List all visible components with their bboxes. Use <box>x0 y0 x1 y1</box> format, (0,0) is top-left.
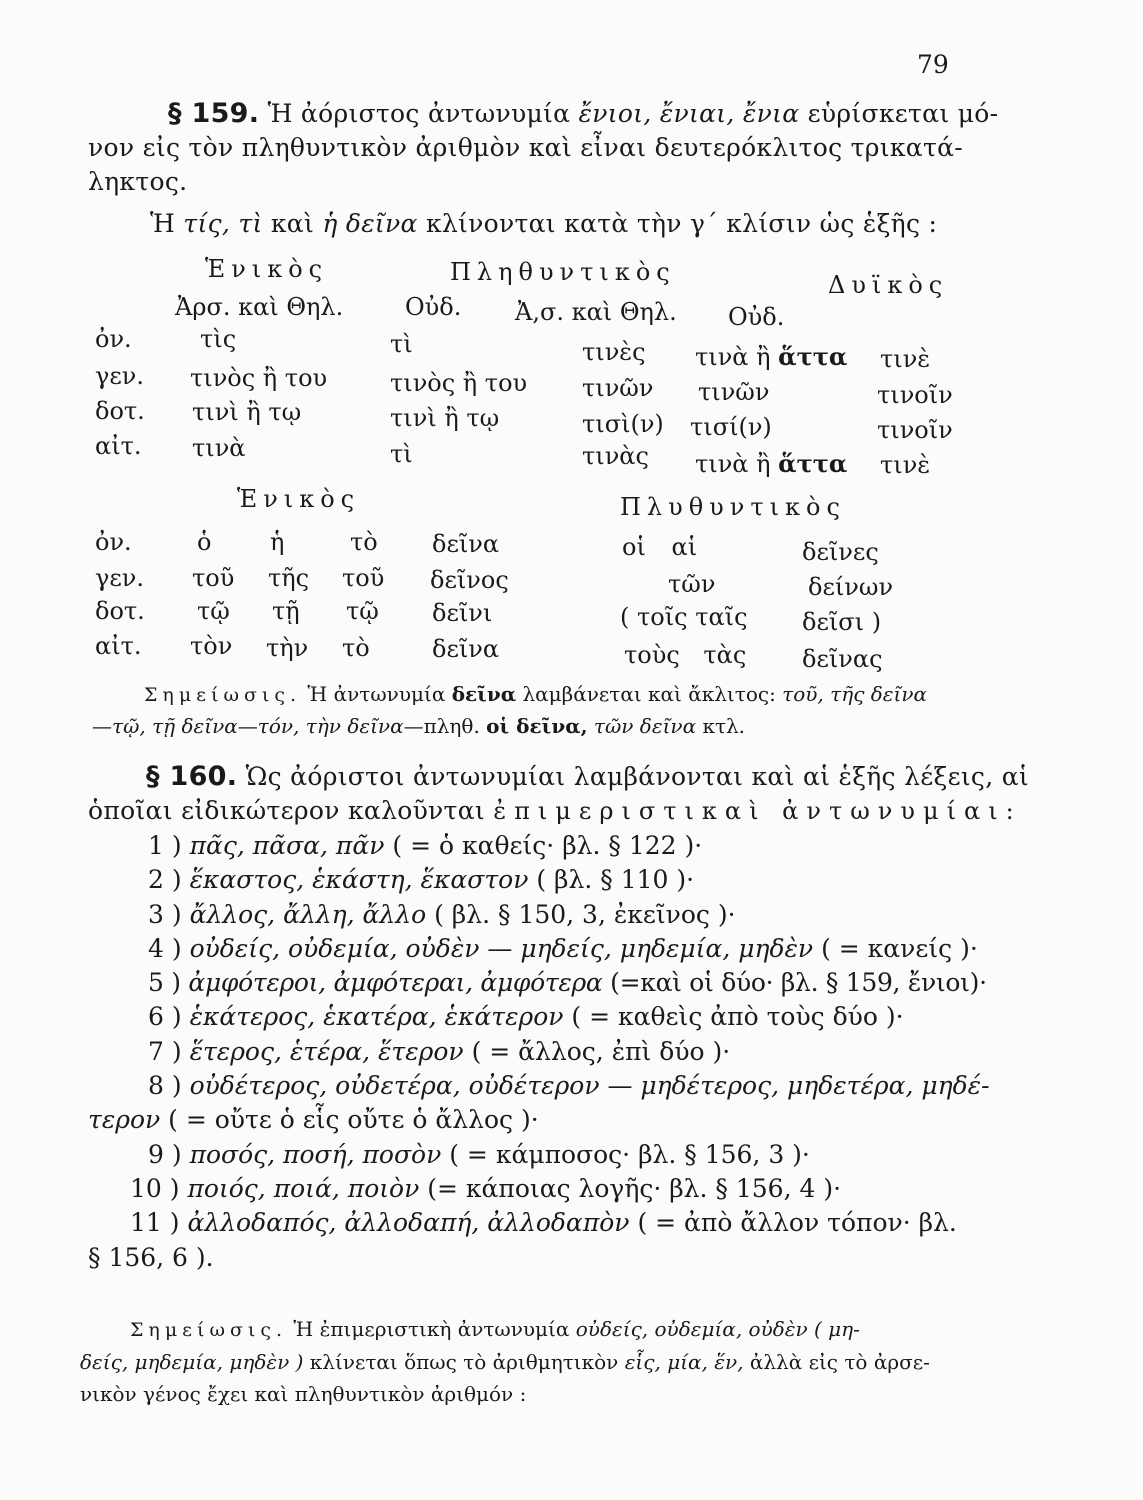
table-cell: τινὸς ἢ του <box>390 369 528 397</box>
table1-sub-pl-mf: Ἀ,σ. καὶ Θηλ. <box>515 298 677 326</box>
page-number: 79 <box>917 50 949 79</box>
table-cell: τῷ <box>346 597 379 625</box>
table2-plural-heading: Πλυθυντικὸς <box>620 493 846 521</box>
table-cell: δεῖνας <box>802 645 883 673</box>
table-cell: τοὺς τὰς <box>624 641 747 669</box>
list-item: 8 ) οὐδέτερος, οὐδετέρα, οὐδέτερον — μηδέτερος, μηδετέρα, μηδέ- <box>148 1071 990 1101</box>
table-cell: τινοῖν <box>877 416 953 444</box>
table1-sub-mf: Ἀρσ. καὶ Θηλ. <box>175 293 344 321</box>
list-item: § 156, 6 ). <box>88 1242 214 1272</box>
section-number: § 159. <box>168 98 260 129</box>
table-cell: τοῦ <box>192 564 235 592</box>
table-cell: τινὲς <box>582 338 646 366</box>
table-cell: τὶ <box>390 330 413 358</box>
s159-line1: § 159. Ἡ ἀόριστος ἀντωνυμία ἔνιοι, ἔνιαι, ἔνια εὑρίσκεται μό- <box>168 98 999 129</box>
table-cell: τινὶ ἢ τῳ <box>192 398 302 426</box>
section-159 <box>88 97 999 241</box>
list-item: 5 ) ἀμφότεροι, ἀμφότεραι, ἀμφότερα (=καὶ οἱ δύο· βλ. § 159, ἔνιοι)· <box>148 968 987 998</box>
note-label: Σημείωσις. <box>130 1319 288 1341</box>
table-cell: τινῶν <box>698 378 770 406</box>
table-cell: ἡ <box>270 528 285 556</box>
s159-line3: ληκτος. <box>88 167 188 196</box>
table-cell: τινὰ <box>192 434 246 462</box>
table-cell: δεῖσι ) <box>802 608 882 636</box>
table-cell: τὸ <box>350 528 378 556</box>
table1-sub-pl-n: Οὐδ. <box>728 303 785 331</box>
table-cell: δεῖνα <box>432 635 500 663</box>
table1-sub-n: Οὐδ. <box>405 293 462 321</box>
table-cell: τὸ <box>342 634 370 662</box>
list-item: 9 ) ποσός, ποσή, ποσὸν ( = κάμποσος· βλ. § 156, 3 )· <box>148 1139 810 1169</box>
pronoun-list <box>88 829 988 1275</box>
table-cell: τὸν <box>190 632 233 660</box>
note-1: Σημείωσις. Ἡ ἀντωνυμία δεῖνα λαμβάνεται καὶ ἄκλιτος: τοῦ, τῆς δεῖνα —τῷ, τῇ δεῖνα—τόν, τὴν δεῖνα—πληθ. οἱ δεῖνα, τῶν δεῖνα κτλ. <box>92 682 928 738</box>
list-item: 10 ) ποιός, ποιά, ποιὸν (= κάποιας λογῆς· βλ. § 156, 4 )· <box>130 1173 842 1203</box>
list-item: 7 ) ἕτερος, ἑτέρα, ἕτερον ( = ἄλλος, ἐπὶ δύο )· <box>148 1036 731 1066</box>
table1-plural-heading: Πληθυντικὸς <box>450 258 676 286</box>
table-cell: τῆς <box>268 564 310 592</box>
table2-singular-heading: Ἑνικὸς <box>237 485 361 513</box>
case-label: γεν. <box>95 362 144 390</box>
table-cell: τινὲ <box>880 451 931 479</box>
table-cell: δεῖνος <box>430 566 509 594</box>
table-cell: τινὰς <box>582 442 649 470</box>
table-cell: οἱ αἱ <box>622 533 698 561</box>
table-cell: τὶ <box>390 440 413 468</box>
case-label: ὀν. <box>95 528 132 556</box>
table-cell: τὶς <box>200 325 237 353</box>
note-label: Σημείωσις. <box>144 684 302 706</box>
table-cell: δείνων <box>808 573 894 601</box>
case-label: δοτ. <box>95 597 145 625</box>
case-label: γεν. <box>95 564 144 592</box>
table-cell: τισὶ(ν) <box>582 410 664 438</box>
table-cell: ( τοῖς ταῖς <box>620 603 748 631</box>
list-item: 11 ) ἀλλοδαπός, ἀλλοδαπή, ἀλλοδαπὸν ( = ἀπὸ ἄλλον τόπον· βλ. <box>130 1208 957 1238</box>
table-cell: τῇ <box>272 597 300 625</box>
list-item: 1 ) πᾶς, πᾶσα, πᾶν ( = ὁ καθείς· βλ. § 122 )· <box>148 831 703 860</box>
note-2: Σημείωσις. Ἡ ἐπιμεριστικὴ ἀντωνυμία οὐδείς, οὐδεμία, οὐδὲν ( μη- δείς, μηδεμία, μηδὲν ) κλίνεται ὅπως τὸ ἀριθμητικὸν εἷς, μία, ἕν, ἀλλὰ εἰς τὸ ἀρσε- νικὸν γένος ἔχει καὶ πληθυντικὸν ἀριθμόν : <box>80 1317 930 1406</box>
table-cell: ὁ <box>197 528 212 556</box>
table-cell: τινὸς ἢ του <box>190 364 328 392</box>
table-cell: τισί(ν) <box>690 413 772 441</box>
table-cell: τὴν <box>266 634 309 662</box>
table-cell: τινὰ ἢ ἅττα <box>695 342 848 371</box>
s159-line2: νον εἰς τὸν πληθυντικὸν ἀριθμὸν καὶ εἶναι δευτερόκλιτος τρικατά- <box>88 133 964 162</box>
table-cell: δεῖνες <box>802 538 879 566</box>
table-cell: δεῖνι <box>432 599 493 627</box>
list-item: 2 ) ἕκαστος, ἑκάστη, ἕκαστον ( βλ. § 110 )· <box>148 865 695 895</box>
list-item: 6 ) ἑκάτερος, ἑκατέρα, ἑκάτερον ( = καθεὶς ἀπὸ τοὺς δύο )· <box>148 1002 904 1032</box>
section-160: § 160. Ὡς ἀόριστοι ἀντωνυμίαι λαμβάνονται καὶ αἱ ἑξῆς λέξεις, αἱ ὁποῖαι εἰδικώτερον καλοῦνται ἐπιμεριστικαὶ ἀντωνυμίαι: <box>88 761 1029 825</box>
table-cell: τῶν <box>668 570 716 598</box>
s159-line4: Ἡ τίς, τὶ καὶ ἡ δεῖνα κλίνονται κατὰ τὴν γ´ κλίσιν ὡς ἑξῆς : <box>150 209 938 238</box>
case-label: δοτ. <box>95 397 145 425</box>
table-cell: τινὲ <box>880 345 931 373</box>
list-item: τερον ( = οὔτε ὁ εἷς οὔτε ὁ ἄλλος )· <box>88 1105 539 1135</box>
list-item: 3 ) ἄλλος, ἄλλη, ἄλλο ( βλ. § 150, 3, ἐκεῖνος )· <box>148 899 736 929</box>
table-cell: τινῶν <box>582 374 654 402</box>
table-cell: τινὶ ἢ τῳ <box>390 404 500 432</box>
list-item: 4 ) οὐδείς, οὐδεμία, οὐδὲν — μηδείς, μηδεμία, μηδὲν ( = κανείς )· <box>148 933 978 963</box>
table-cell: τῷ <box>197 597 230 625</box>
section-number: § 160. <box>146 761 238 792</box>
table1-singular-heading: Ἑνικὸς <box>205 255 329 283</box>
table-cell: δεῖνα <box>432 530 500 558</box>
case-label: αἰτ. <box>95 632 142 660</box>
table-cell: τοῦ <box>342 564 385 592</box>
table-cell: τινὰ ἢ ἅττα <box>695 449 848 478</box>
table-cell: τινοῖν <box>877 381 953 409</box>
case-label: ὀν. <box>95 325 132 353</box>
case-label: αἰτ. <box>95 432 142 460</box>
table1-dual-heading: Δυϊκὸς <box>828 271 949 299</box>
